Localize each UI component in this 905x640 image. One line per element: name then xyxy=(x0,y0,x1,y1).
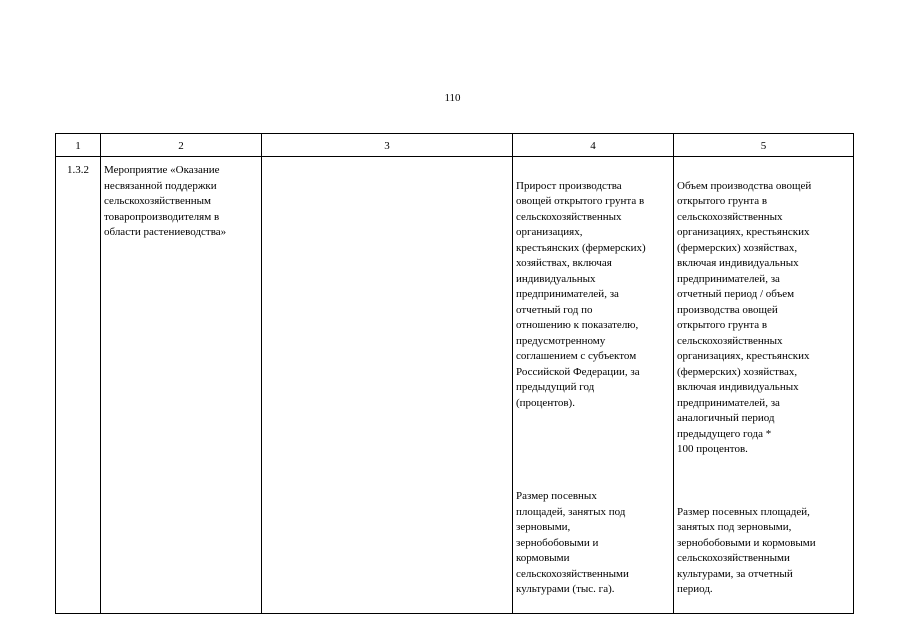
indicator-text-2: Размер посевных площадей, занятых под зерновыми, зернобобовыми и кормовыми сельскохозяйственными культурами (тыс. га). xyxy=(516,490,629,595)
formula-gap xyxy=(677,473,850,489)
header-col-4: 4 xyxy=(513,134,674,157)
header-col-2: 2 xyxy=(101,134,262,157)
table-header-row xyxy=(56,134,854,157)
indicator-cell xyxy=(513,157,674,614)
formula-text-1: Объем производства овощей открытого грунта в сельскохозяйственных организациях, крестьянских (фермерских) хозяйствах, включая индивидуальных предпринимателей, за отчетный период / объем производства овощей открытого грунта в сельскохозяйственных организациях, крестьянских (фермерских) хозяйствах, включая индивидуальных предпринимателей, за аналогичный период предыдущего года * 100 процентов. xyxy=(677,179,812,455)
header-col-3: 3 xyxy=(262,134,513,157)
empty-cell xyxy=(262,157,513,614)
indicator-table xyxy=(55,133,854,614)
header-col-1: 1 xyxy=(56,134,101,157)
formula-cell xyxy=(674,157,854,614)
measure-name-cell: Мероприятие «Оказание несвязанной поддержки сельскохозяйственным товаропроизводителям в области растениеводства» xyxy=(101,157,262,614)
page-number: 110 xyxy=(444,92,461,104)
indicator-gap xyxy=(516,427,670,474)
indicator-text-1: Прирост производства овощей открытого грунта в сельскохозяйственных организациях, крестьянских (фермерских) хозяйствах, включая индивидуальных предпринимателей, за отчетный год по отношению к показателю, предусмотренному соглашением с субъектом Российской Федерации, за предыдущий год (процентов). xyxy=(516,179,646,409)
header-col-5: 5 xyxy=(674,134,854,157)
row-number-cell: 1.3.2 xyxy=(56,157,101,614)
formula-text-2: Размер посевных площадей, занятых под зерновыми, зернобобовыми и кормовыми сельскохозяйственными культурами, за отчетный период. xyxy=(677,505,816,595)
table-row xyxy=(56,157,854,614)
